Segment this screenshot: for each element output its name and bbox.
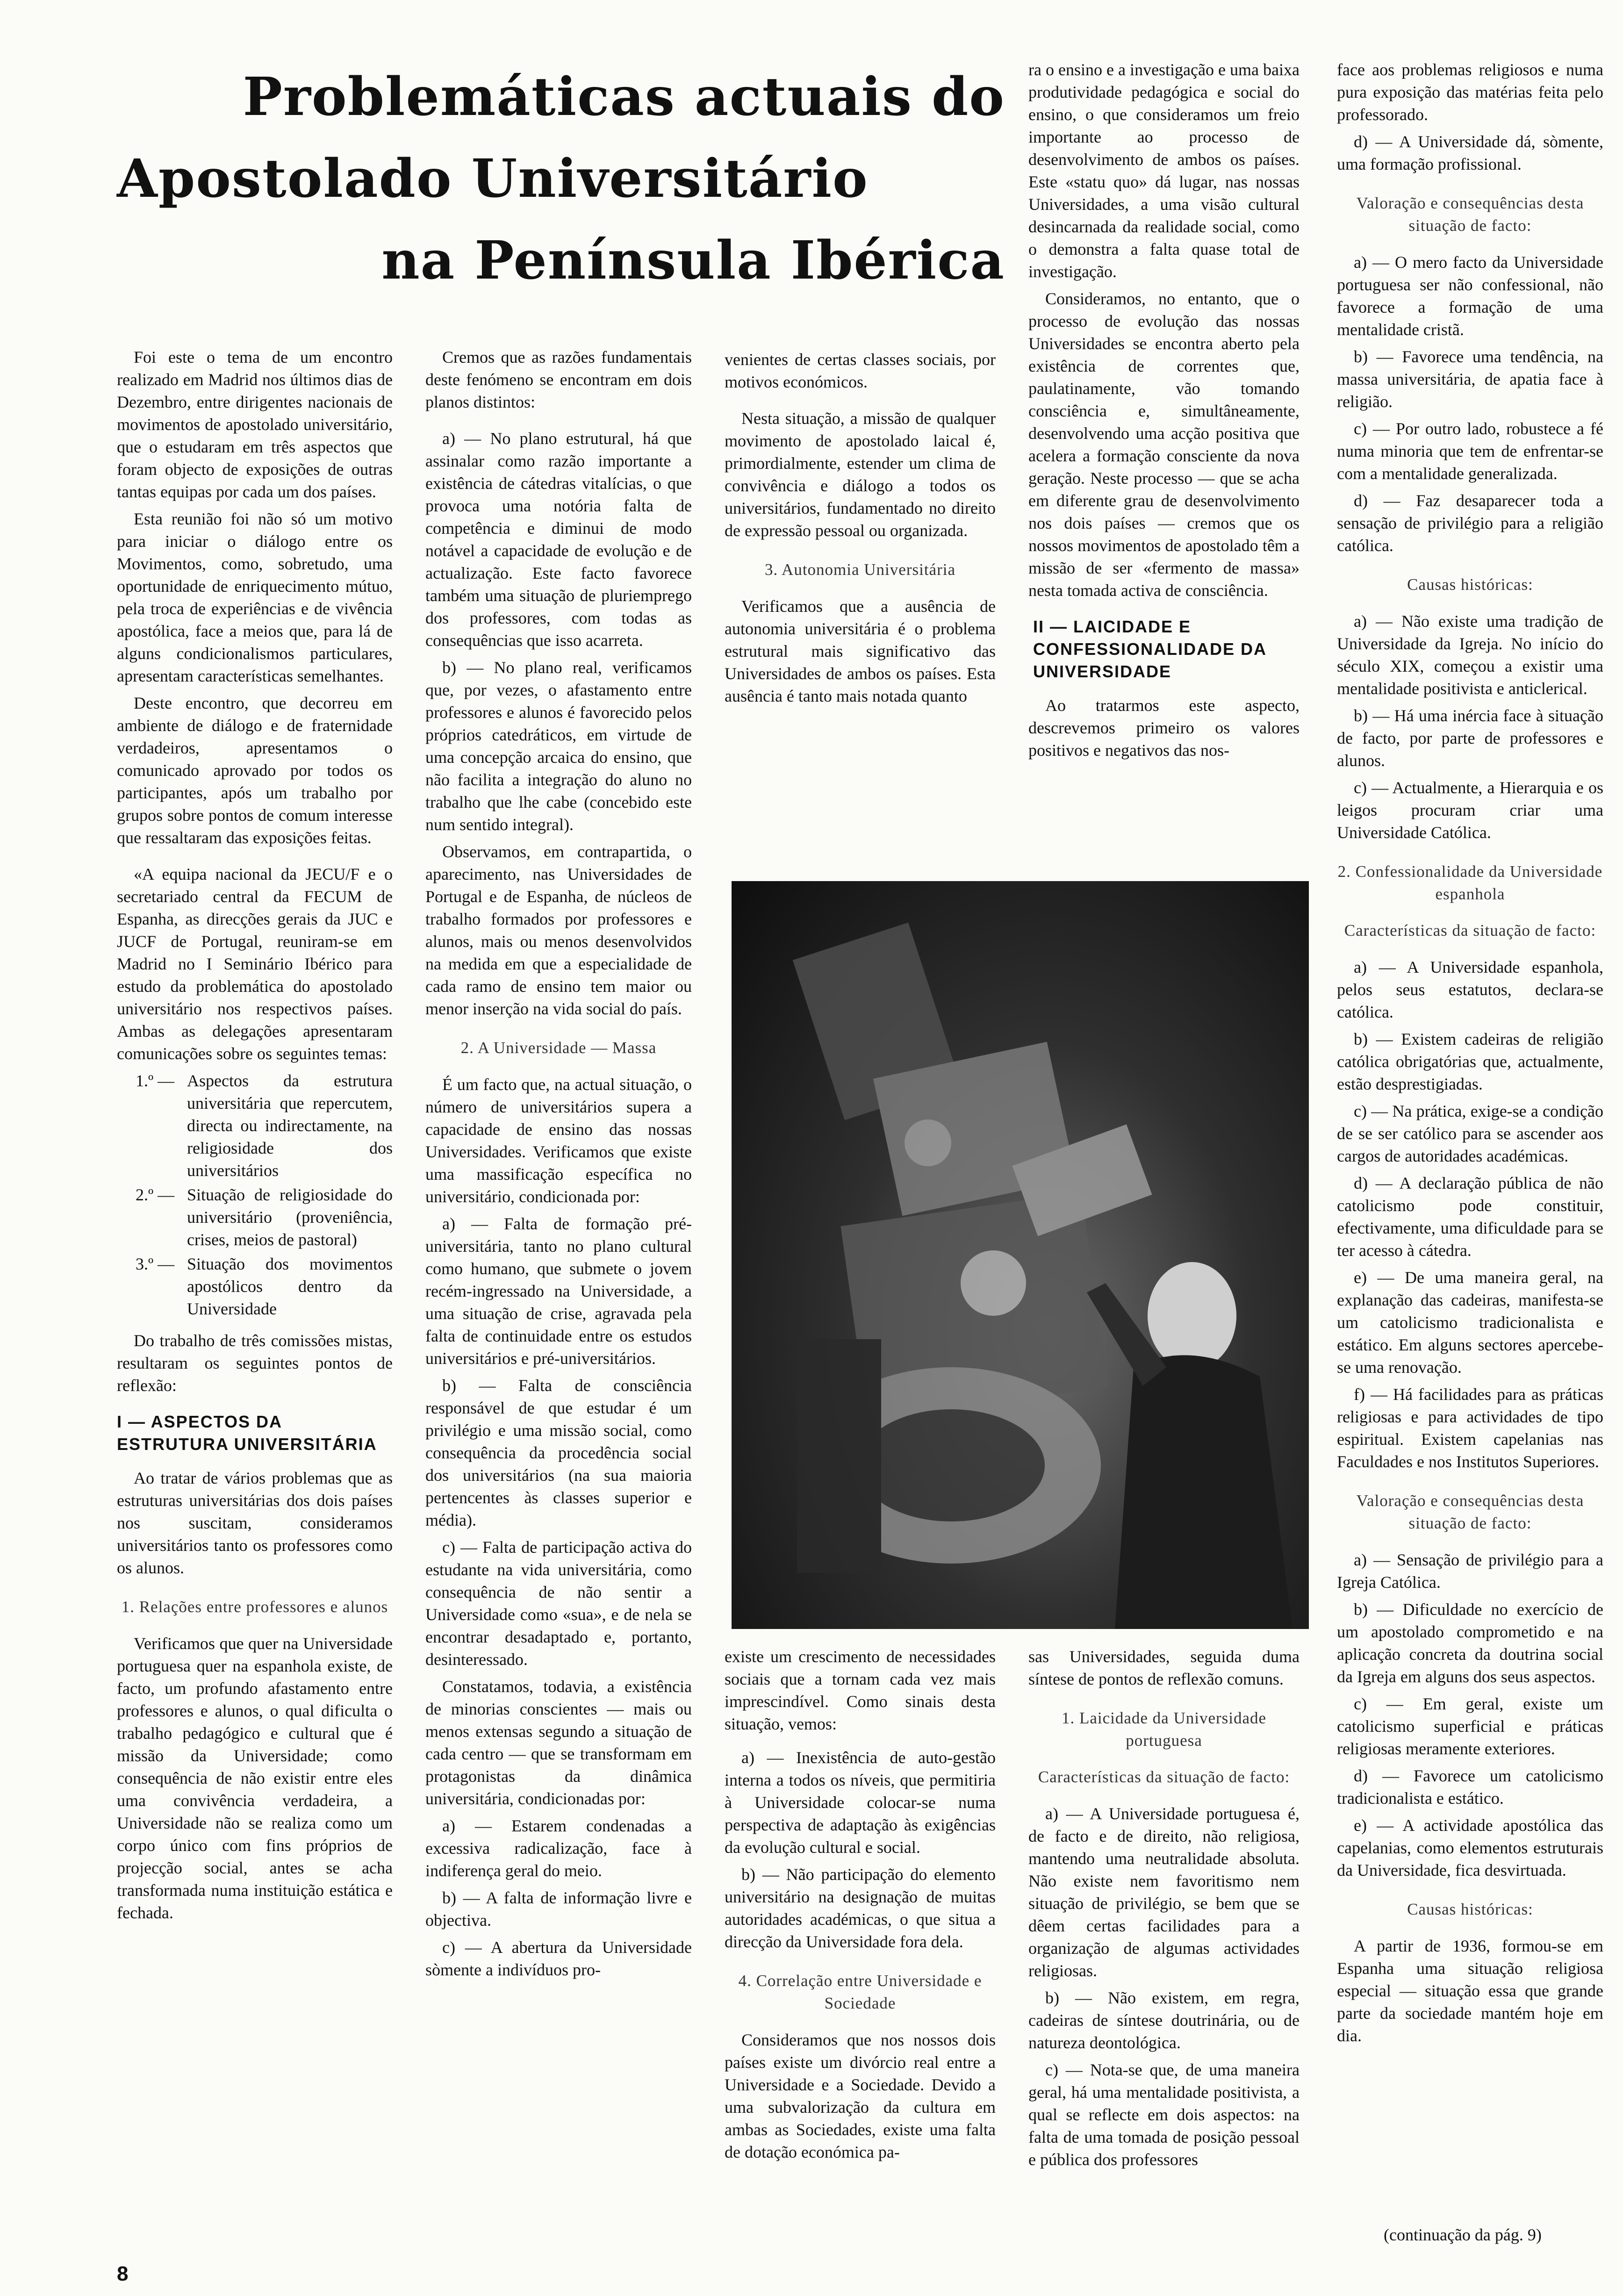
paragraph: b) — Favorece uma tendência, na massa universitária, de apatia face à religião. <box>1337 347 1603 411</box>
paragraph: d) — Faz desaparecer toda a sensação de privilégio para a religião católica. <box>1337 491 1603 555</box>
paragraph: a) — O mero facto da Universidade portuguesa ser não confessional, não favorece a formação de uma mentalidade cristã. <box>1337 253 1603 339</box>
paragraph: a) — A Universidade espanhola, pelos seus estatutos, declara-se católica. <box>1337 958 1603 1021</box>
list-item <box>117 1253 393 1320</box>
paragraph: b) — Existem cadeiras de religião católica obrigatórias que, actualmente, estão desprestigiadas. <box>1337 1030 1603 1093</box>
column-4-top <box>1028 58 1300 766</box>
subsection-heading: Causas históricas: <box>1407 1900 1533 1918</box>
subsection-heading: 2. Confessionalidade da Universidade espanhola <box>1337 862 1603 903</box>
subsection-heading: 1. Laicidade da Universidade portuguesa <box>1061 1709 1267 1750</box>
paragraph: a) — A Universidade portuguesa é, de facto e de direito, não religiosa, mantendo uma neutralidade absoluta. Não existe nem favoritismo nem situação de privilégio, se bem que se dêem certas facilidades para a organização de algumas actividades religiosas. <box>1028 1804 1300 1980</box>
paragraph: b) — Dificuldade no exercício de um apostolado comprometido e na aplicação concreta da doutrina social da Igreja em alguns dos seus aspectos. <box>1337 1600 1603 1686</box>
paragraph: Nesta situação, a missão de qualquer movimento de apostolado laical é, primordialmente, estender um clima de convivência e diálogo a todos os universitários, fundamentado no direito de expressão pessoal ou organizada. <box>725 409 996 540</box>
paragraph: d) — A declaração pública de não catolicismo pode constituir, efectivamente, uma dificuldade para se ter acesso à cátedra. <box>1337 1174 1603 1260</box>
paragraph: Ao tratar de vários problemas que as estruturas universitárias dos dois países nos suscitam, consideramos universitários tanto os professores como os alunos. <box>117 1469 393 1577</box>
paragraph: Verificamos que quer na Universidade portuguesa quer na espanhola existe, de facto, um profundo afastamento entre professores e alunos, o qual dificulta o trabalho pedagógico e cultural que é missão da Universidade; como consequência de não existir entre eles uma convivência verdadeira, a Universidade não se realiza como um corpo único com fins próprios de projecção social, antes se acha transformada numa instituição estática e fechada. <box>117 1634 393 1922</box>
subsection-heading: 1. Relações entre professores e alunos <box>121 1598 388 1616</box>
paragraph: b) — Falta de consciência responsável de que estudar é um privilégio e uma missão social, como consequência da procedência social dos universitários (na sua maioria pertencentes às classes superior e média). <box>425 1376 692 1529</box>
subsection-heading: Causas históricas: <box>1407 575 1533 594</box>
list-item-text: Situação dos movimentos apostólicos dentro da Universidade <box>187 1255 393 1318</box>
paragraph: existe um crescimento de necessidades sociais que a tornam cada vez mais imprescindível. Como sinais desta situação, vemos: <box>725 1647 996 1733</box>
paragraph: «A equipa nacional da JECU/F e o secretariado central da FECUM de Espanha, as direcções gerais da JUC e JUCF de Portugal, reuniram-se em Madrid no I Seminário Ibérico para estudo da problemática do apostolado universitário nos respectivos países. Ambas as delegações apresentaram comunicações sobre os seguintes temas: <box>117 865 393 1063</box>
column-3-top <box>725 348 996 712</box>
paragraph: face aos problemas religiosos e numa pura exposição das matérias feita pelo professorado. <box>1337 60 1603 124</box>
machinery-photo <box>732 881 1309 1629</box>
column-1 <box>117 346 393 1929</box>
paragraph: b) — Não participação do elemento universitário na designação de muitas autoridades académicas, o que situa a direcção da Universidade fora dela. <box>725 1865 996 1951</box>
paragraph: c) — Por outro lado, robustece a fé numa minoria que tem de enfrentar-se com a mentalidade generalizada. <box>1337 419 1603 483</box>
title-line-1: Problemáticas actuais do <box>243 66 1005 128</box>
paragraph: a) — Estarem condenadas a excessiva radicalização, face à indiferença geral do meio. <box>425 1816 692 1880</box>
paragraph: e) — A actividade apostólica das capelanias, como elementos estruturais da Universidade, fica desvirtuada. <box>1337 1816 1603 1880</box>
paragraph: É um facto que, na actual situação, o número de universitários supera a capacidade de ensino das nossas Universidades. Verificamos que existe uma massificação específica no universitário, condicionada por: <box>425 1075 692 1206</box>
paragraph: sas Universidades, seguida duma síntese de pontos de reflexão comuns. <box>1028 1647 1300 1688</box>
subsection-heading: 4. Correlação entre Universidade e Sociedade <box>738 1972 982 2012</box>
subsection-heading: 2. A Universidade — Massa <box>460 1039 657 1057</box>
paragraph: b) — Há uma inércia face à situação de facto, por parte de professores e alunos. <box>1337 706 1603 770</box>
paragraph: c) — Actualmente, a Hierarquia e os leigos procuram criar uma Universidade Católica. <box>1337 778 1603 842</box>
paragraph: Foi este o tema de um encontro realizado em Madrid nos últimos dias de Dezembro, entre dirigentes nacionais de movimentos de apostolado universitário, que o estudaram em três aspectos que foram objecto de exposições de outras tantas equipas por cada um dos países. <box>117 348 393 501</box>
paragraph: venientes de certas classes sociais, por motivos económicos. <box>725 350 996 391</box>
subsection-heading: 3. Autonomia Universitária <box>764 560 955 579</box>
subsection-heading: Valoração e consequências desta situação de facto: <box>1356 1492 1584 1532</box>
paragraph: c) — Na prática, exige-se a condição de se ser católico para se ascender aos cargos de autoridades académicas. <box>1337 1102 1603 1165</box>
paragraph: c) — A abertura da Universidade sòmente a indivíduos pro- <box>425 1938 692 1979</box>
list-item-text: Situação de religiosidade do universitário (proveniência, crises, meios de pastoral) <box>187 1185 393 1249</box>
continuation-note: (continuação da pág. 9) <box>1384 2225 1542 2244</box>
column-5 <box>1337 58 1603 2052</box>
subsection-heading: Características da situação de facto: <box>1038 1768 1290 1786</box>
paragraph: Cremos que as razões fundamentais deste fenómeno se encontram em dois planos distintos: <box>425 348 692 411</box>
paragraph: d) — Favorece um catolicismo tradicionalista e estático. <box>1337 1766 1603 1808</box>
paragraph: Consideramos, no entanto, que o processo de evolução das nossas Universidades se encontra aberto pela existência de correntes que, paulatinamente, vão tomando consciência e, simultâneamente, desenvolvendo uma acção positiva que acelera a formação consciente da nova geração. Neste processo — que se acha em diferente grau de desenvolvimento nos dois países — cremos que os nossos movimentos de apostolado têm a missão de ser «fermento de massa» nesta tomada activa de consciência. <box>1028 289 1300 600</box>
paragraph: a) — Sensação de privilégio para a Igreja Católica. <box>1337 1550 1603 1592</box>
paragraph: e) — De uma maneira geral, na explanação das cadeiras, manifesta-se um catolicismo tradicionalista e estático. Em alguns sectores apercebe-se uma renovação. <box>1337 1268 1603 1377</box>
paragraph: Ao tratarmos este aspecto, descrevemos primeiro os valores positivos e negativos das nos- <box>1028 696 1300 760</box>
paragraph: Do trabalho de três comissões mistas, resultaram os seguintes pontos de reflexão: <box>117 1331 393 1395</box>
paragraph: Esta reunião foi não só um motivo para iniciar o diálogo entre os Movimentos, como, sobretudo, uma oportunidade de enriquecimento mútuo, pela troca de experiências e de vivência apostólica, face a meios que, para lá de alguns condicionalismos particulares, apresentam características semelhantes. <box>117 509 393 685</box>
paragraph: b) — Não existem, em regra, cadeiras de síntese doutrinária, ou de natureza deontológica. <box>1028 1988 1300 2052</box>
paragraph: Observamos, em contrapartida, o aparecimento, nas Universidades de Portugal e de Espanha, de núcleos de trabalho formados por professores e alunos, mais ou menos desenvolvidos na medida em que a especialidade de cada ramo de ensino tem maior ou menor inserção na vida social do país. <box>425 842 692 1018</box>
paragraph: ra o ensino e a investigação e uma baixa produtividade pedagógica e social do ensino, o que consideramos um freio importante ao processo de desenvolvimento de ambos os países. Este «statu quo» dá lugar, nas nossas Universidades, a uma visão cultural desincarnada da realidade social, como o demonstra a falta quase total de investigação. <box>1028 60 1300 281</box>
paragraph: a) — Não existe uma tradição de Universidade da Igreja. No início do século XIX, começou a existir uma mentalidade positivista e anticlerical. <box>1337 612 1603 698</box>
title-line-2: Apostolado Universitário <box>117 148 869 209</box>
paragraph: c) — Nota-se que, de uma maneira geral, há uma mentalidade positivista, a qual se reflecte em dois aspectos: na falta de uma tomada de posição pessoal e pública dos professores <box>1028 2060 1300 2169</box>
paragraph: Verificamos que a ausência de autonomia universitária é o problema estrutural mais significativo das Universidades de ambos os países. Esta ausência é tanto mais notada quanto <box>725 597 996 705</box>
column-3-bottom <box>725 1645 996 2168</box>
paragraph: a) — Falta de formação pré-universitária, tanto no plano cultural como humano, que submete o jovem recém-ingressado na Universidade, a uma situação de crise, agravada pela falta de continuidade entre os estudos universitários e pré-universitários. <box>425 1214 692 1368</box>
list-item-text: Aspectos da estrutura universitária que repercutem, directa ou indirectamente, na religiosidade dos universitários <box>187 1071 393 1180</box>
section-heading: II — LAICIDADE E CONFESSIONALIDADE DA UNIVERSIDADE <box>1033 617 1266 681</box>
column-4-bottom <box>1028 1645 1300 2175</box>
subsection-heading: Características da situação de facto: <box>1344 921 1596 940</box>
paragraph: c) — Falta de participação activa do estudante na vida universitária, como consequência de não sentir a Universidade como «sua», e de nela se encontrar desadaptado e, portanto, desinteressado. <box>425 1538 692 1669</box>
page-number: 8 <box>117 2262 129 2285</box>
subsection-heading: Valoração e consequências desta situação de facto: <box>1356 194 1584 235</box>
list-item-number: 2.º — <box>136 1185 175 1204</box>
column-2 <box>425 346 692 1986</box>
title-line-3: na Península Ibérica <box>381 230 1005 291</box>
list-item <box>117 1184 393 1251</box>
list-item-number: 1.º — <box>136 1071 175 1090</box>
paragraph: c) — Em geral, existe um catolicismo superficial e práticas religiosas meramente exteriores. <box>1337 1694 1603 1758</box>
paragraph: Deste encontro, que decorreu em ambiente de diálogo e de fraternidade verdadeiros, apresentamos o comunicado aprovado por todos os participantes, após um trabalho por grupos sobre pontos de comum interesse que ressaltaram das exposições feitas. <box>117 694 393 847</box>
paragraph: b) — A falta de informação livre e objectiva. <box>425 1888 692 1930</box>
paragraph: a) — No plano estrutural, há que assinalar como razão importante a existência de cátedras vitalícias, o que provoca uma notória falta de competência e diminui de modo notável a capacidade de evolução e de actualização. Este facto favorece também uma situação de pluriemprego dos professores, com todas as consequências que isso acarreta. <box>425 429 692 650</box>
article-title <box>117 56 1005 301</box>
section-heading: I — ASPECTOS DA ESTRUTURA UNIVERSITÁRIA <box>117 1412 377 1454</box>
paragraph: f) — Há facilidades para as práticas religiosas e para actividades de tipo espiritual. Existem capelanias nas Faculdades e nos Institutos Superiores. <box>1337 1385 1603 1471</box>
list-item-number: 3.º — <box>136 1255 175 1273</box>
paragraph: b) — No plano real, verificamos que, por vezes, o afastamento entre professores e alunos é favorecido pelos próprios catedráticos, em virtude de uma concepção arcaica do ensino, que não facilita a integração do aluno no trabalho que lhe cabe (concebido este num sentido integral). <box>425 658 692 834</box>
paragraph: Constatamos, todavia, a existência de minorias conscientes — mais ou menos extensas segundo a situação de cada centro — que se transformam em protagonistas da dinâmica universitária, condicionadas por: <box>425 1677 692 1808</box>
paragraph: d) — A Universidade dá, sòmente, uma formação profissional. <box>1337 132 1603 173</box>
paragraph: A partir de 1936, formou-se em Espanha uma situação religiosa especial — situação essa que grande parte da sociedade mantém hoje em dia. <box>1337 1937 1603 2045</box>
photo-illustration <box>732 881 1309 1629</box>
paragraph: a) — Inexistência de auto-gestão interna a todos os níveis, que permitiria à Universidade colocar-se numa perspectiva de adaptação às exigências da evolução cultural e social. <box>725 1748 996 1857</box>
paragraph: Consideramos que nos nossos dois países existe um divórcio real entre a Universidade e a Sociedade. Devido a uma subvalorização da cultura em ambas as Sociedades, existe uma falta de dotação económica pa- <box>725 2031 996 2161</box>
list-item <box>117 1069 393 1182</box>
